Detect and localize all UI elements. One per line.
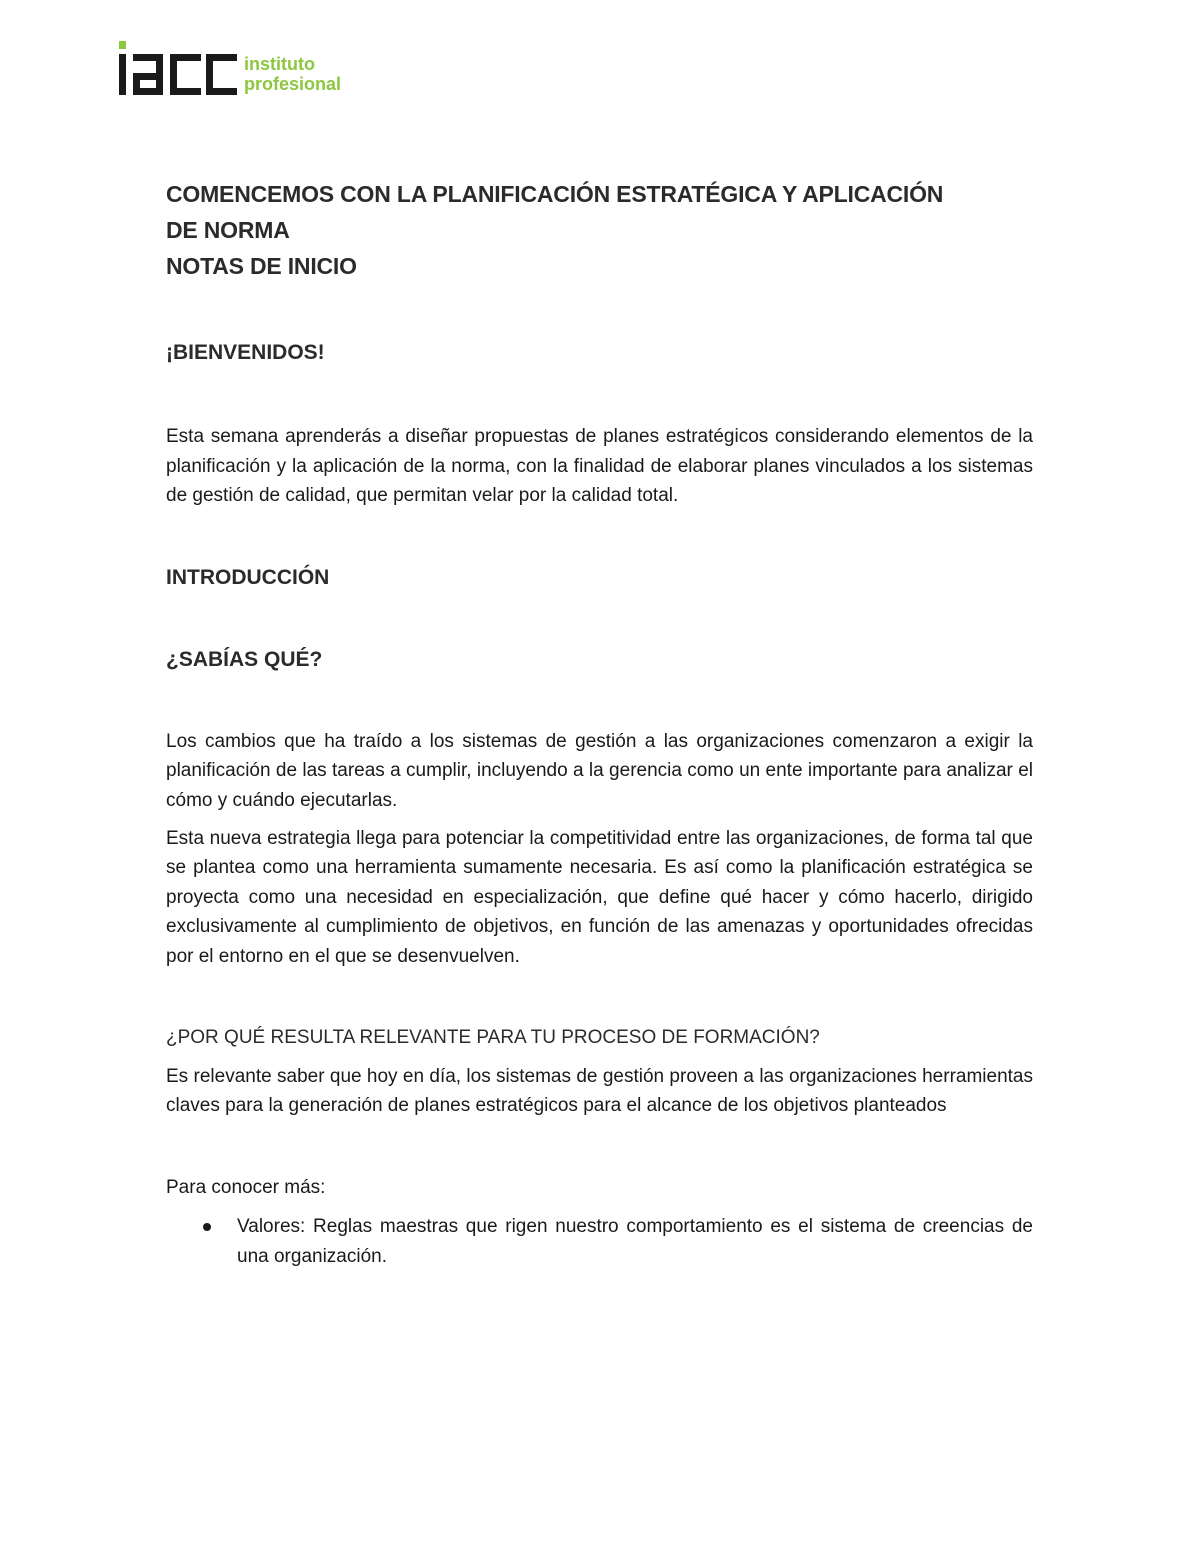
iacc-logo <box>117 40 362 100</box>
logo-tagline-2: profesional <box>244 74 342 94</box>
title-line-2: DE NORMA <box>166 217 290 243</box>
welcome-heading: ¡BIENVENIDOS! <box>166 341 325 364</box>
iacc-logo-mark <box>117 40 362 100</box>
document-title <box>166 176 1033 284</box>
list-item-text: Valores: Reglas maestras que rigen nuestro comportamiento es el sistema de creencias de una organización. <box>237 1216 1033 1267</box>
title-line-3: NOTAS DE INICIO <box>166 253 357 279</box>
bullet-icon <box>203 1223 211 1231</box>
learn-more-label: Para conocer más: <box>166 1176 326 1198</box>
document-body <box>166 176 1033 1272</box>
did-you-know-heading: ¿SABÍAS QUÉ? <box>166 647 323 671</box>
relevance-heading: ¿POR QUÉ RESULTA RELEVANTE PARA TU PROCESO DE FORMACIÓN? <box>166 1026 820 1048</box>
title-line-1: COMENCEMOS CON LA PLANIFICACIÓN ESTRATÉGICA Y APLICACIÓN <box>166 181 944 207</box>
logo-tagline-1: instituto <box>244 54 315 74</box>
learn-more-list <box>166 1212 1033 1271</box>
introduction-heading: INTRODUCCIÓN <box>166 565 330 589</box>
list-item <box>166 1212 1033 1271</box>
relevance-paragraph: Es relevante saber que hoy en día, los sistemas de gestión proveen a las organizaciones herramientas claves para la generación de planes estratégicos para el alcance de los objetivos planteados <box>166 1065 1033 1117</box>
welcome-paragraph: Esta semana aprenderás a diseñar propuestas de planes estratégicos considerando elementos de la planificación y la aplicación de la norma, con la finalidad de elaborar planes vinculados a los sistemas de gestión de calidad, que permitan velar por la calidad total. <box>166 426 1033 507</box>
intro-paragraph-2: Esta nueva estrategia llega para potenciar la competitividad entre las organizaciones, de forma tal que se plantea como una herramienta sumamente necesaria. Es así como la planificación estratégica se proyecta como una necesidad en especialización, que define qué hacer y cómo hacerlo, dirigido exclusivamente al cumplimiento de objetivos, en función de las amenazas y oportunidades ofrecidas por el entorno en el que se desenvuelven. <box>166 827 1033 967</box>
intro-paragraph-1: Los cambios que ha traído a los sistemas de gestión a las organizaciones comenzaron a exigir la planificación de las tareas a cumplir, incluyendo a la gerencia como un ente importante para analizar el cómo y cuándo ejecutarlas. <box>166 730 1033 811</box>
